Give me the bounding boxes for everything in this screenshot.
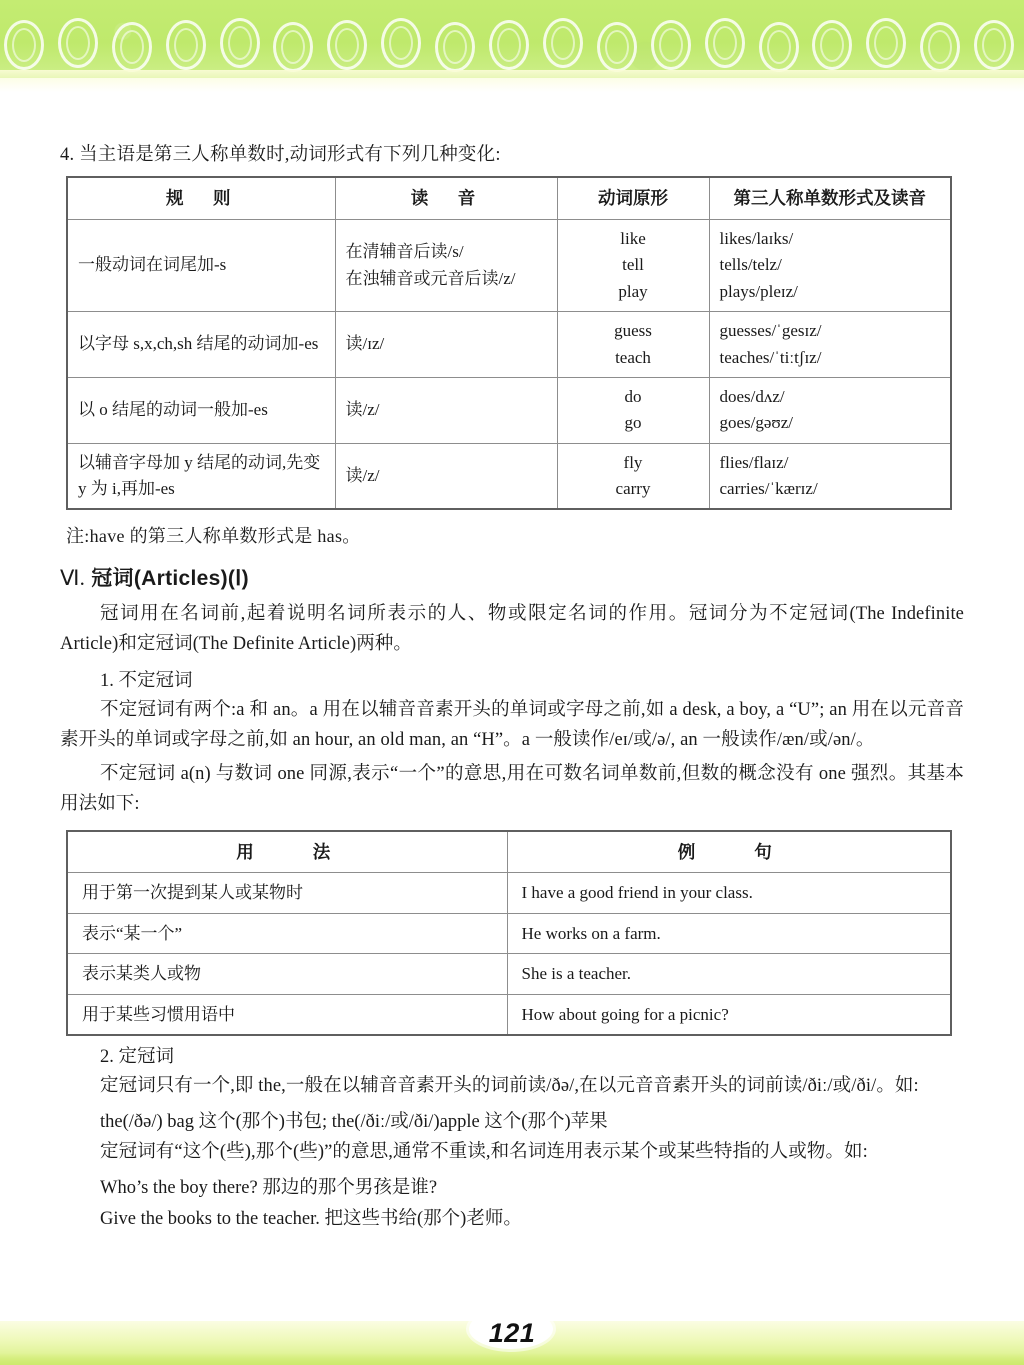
lead-line: 4. 当主语是第三人称单数时,动词形式有下列几种变化: bbox=[60, 145, 501, 165]
cell-example-sentence: He works on a farm. bbox=[507, 913, 951, 954]
ring-icon bbox=[705, 18, 745, 68]
cell-sound bbox=[335, 220, 557, 312]
cell-sound-line: 读/z/ bbox=[345, 465, 380, 485]
cell-sound-line: 读/z/ bbox=[345, 400, 380, 420]
table-row bbox=[67, 954, 951, 995]
column-header-sound: 读 音 bbox=[335, 177, 557, 220]
subheading-indefinite-article: 1. 不定冠词 bbox=[100, 671, 193, 692]
cell-base-form-line: do bbox=[624, 386, 642, 406]
cell-sound-line: 在清辅音后读/s/ bbox=[345, 242, 464, 262]
cell-third-person-line: flies/flaɪz/ bbox=[719, 452, 789, 472]
paragraph-definite-article: 定冠词只有一个,即 the,一般在以辅音音素开头的词前读/ðə/,在以元音音素开头的词前读/ðiː/或/ði/。如: bbox=[100, 1076, 919, 1097]
cell-example-sentence: I have a good friend in your class. bbox=[507, 873, 951, 914]
ring-icon bbox=[220, 18, 260, 68]
ring-icon bbox=[327, 20, 367, 70]
paragraph-intro: 冠词用在名词前,起着说明名词所表示的人、物或限定名词的作用。冠词分为不定冠词(The Indefinite Article)和定冠词(The Definite Article)两种。 bbox=[60, 604, 964, 655]
table-row bbox=[67, 873, 951, 914]
ring-icon bbox=[974, 20, 1014, 70]
ring-icon bbox=[597, 22, 637, 72]
ring-icon bbox=[58, 18, 98, 68]
column-header-third-person: 第三人称单数形式及读音 bbox=[709, 177, 951, 220]
cell-rule: 一般动词在词尾加-s bbox=[67, 220, 335, 312]
cell-sound bbox=[335, 377, 557, 443]
cell-third-person-line: likes/laɪks/ bbox=[719, 229, 794, 249]
cell-base-form-line: carry bbox=[615, 478, 651, 498]
example-the-bag-apple: the(/ðə/) bag 这个(那个)书包; the(/ðiː/或/ði/)apple 这个(那个)苹果 bbox=[100, 1112, 608, 1133]
cell-third-person-line: carries/ˈkærɪz/ bbox=[719, 478, 818, 498]
cell-base-form bbox=[557, 377, 709, 443]
table-header-row bbox=[67, 177, 951, 220]
column-header-sentence: 例 句 bbox=[507, 831, 951, 873]
cell-base-form-line: guess bbox=[614, 321, 652, 341]
cell-third-person-line: guesses/ˈgesɪz/ bbox=[719, 321, 822, 341]
cell-base-form-line: play bbox=[618, 281, 648, 301]
cell-usage: 用于某些习惯用语中 bbox=[67, 994, 507, 1035]
cell-third-person-line: teaches/ˈtiːtʃɪz/ bbox=[719, 347, 822, 367]
cell-base-form bbox=[557, 220, 709, 312]
ring-icon bbox=[489, 20, 529, 70]
example-give-the-books: Give the books to the teacher. 把这些书给(那个)老师。 bbox=[100, 1209, 522, 1230]
ring-icon bbox=[920, 22, 960, 72]
cell-sound bbox=[335, 443, 557, 509]
ring-icon bbox=[866, 18, 906, 68]
paragraph-indefinite-article: 不定冠词有两个:a 和 an。a 用在以辅音音素开头的单词或字母之前,如 a desk, a boy, a “U”; an 用在以元音音素开头的单词或字母之前,如 an hour, an old man, an “H”。a 一般读作/eɪ/或/ə/, an 一般读作/æn/或/ən/。 bbox=[60, 700, 964, 751]
ring-pattern bbox=[0, 16, 1024, 72]
table-row bbox=[67, 913, 951, 954]
table-row bbox=[67, 443, 951, 509]
cell-usage: 表示某类人或物 bbox=[67, 954, 507, 995]
cell-rule: 以字母 s,x,ch,sh 结尾的动词加-es bbox=[67, 312, 335, 378]
subheading-definite-article: 2. 定冠词 bbox=[100, 1047, 175, 1068]
ring-icon bbox=[4, 20, 44, 70]
ring-icon bbox=[759, 22, 799, 72]
ring-icon bbox=[112, 22, 152, 72]
table-row bbox=[67, 994, 951, 1035]
cell-third-person-line: does/dʌz/ bbox=[719, 386, 785, 406]
cell-base-form-line: go bbox=[624, 413, 642, 433]
cell-rule: 以 o 结尾的动词一般加-es bbox=[67, 377, 335, 443]
cell-third-person bbox=[709, 312, 951, 378]
paragraph-definite-meaning: 定冠词有“这个(些),那个(些)”的意思,通常不重读,和名词连用表示某个或某些特指的人或物。如: bbox=[100, 1142, 868, 1163]
column-header-base-form: 动词原形 bbox=[557, 177, 709, 220]
cell-third-person-line: tells/telz/ bbox=[719, 255, 782, 275]
usage-header-row bbox=[67, 831, 951, 873]
cell-sound-line: 在浊辅音或元音后读/z/ bbox=[345, 268, 516, 288]
example-whos-the-boy: Who’s the boy there? 那边的那个男孩是谁? bbox=[100, 1178, 438, 1199]
bottom-band-sheen bbox=[0, 1353, 1024, 1365]
page-content bbox=[60, 140, 964, 1235]
cell-sound bbox=[335, 312, 557, 378]
table-row bbox=[67, 220, 951, 312]
cell-usage: 表示“某一个” bbox=[67, 913, 507, 954]
ring-icon bbox=[273, 22, 313, 72]
page-number-container bbox=[0, 1316, 1024, 1351]
cell-usage: 用于第一次提到某人或某物时 bbox=[67, 873, 507, 914]
table-note: 注:have 的第三人称单数形式是 has。 bbox=[66, 526, 361, 547]
cell-third-person-line: goes/gəʊz/ bbox=[719, 413, 794, 433]
cell-base-form bbox=[557, 443, 709, 509]
section-title: 冠词(Articles)(Ⅰ) bbox=[91, 567, 249, 591]
cell-example-sentence: How about going for a picnic? bbox=[507, 994, 951, 1035]
ring-icon bbox=[435, 22, 475, 72]
table-row bbox=[67, 312, 951, 378]
cell-example-sentence: She is a teacher. bbox=[507, 954, 951, 995]
cell-third-person bbox=[709, 377, 951, 443]
cell-sound-line: 读/ɪz/ bbox=[345, 334, 385, 354]
cell-base-form-line: fly bbox=[623, 452, 643, 472]
page-number: 121 bbox=[475, 1316, 550, 1351]
cell-base-form-line: tell bbox=[622, 255, 644, 275]
section-roman-numeral: Ⅵ. bbox=[60, 566, 86, 591]
usage-examples-table bbox=[66, 830, 952, 1036]
ring-icon bbox=[381, 18, 421, 68]
decorative-top-band bbox=[0, 0, 1024, 78]
ring-icon bbox=[812, 20, 852, 70]
cell-base-form-line: like bbox=[620, 229, 646, 249]
ring-icon bbox=[166, 20, 206, 70]
paragraph-a-n-one: 不定冠词 a(n) 与数词 one 同源,表示“一个”的意思,用在可数名词单数前,但数的概念没有 one 强烈。其基本用法如下: bbox=[60, 764, 964, 815]
cell-third-person bbox=[709, 443, 951, 509]
cell-third-person bbox=[709, 220, 951, 312]
column-header-usage: 用 法 bbox=[67, 831, 507, 873]
ring-icon bbox=[651, 20, 691, 70]
cell-base-form-line: teach bbox=[615, 347, 651, 367]
band-fade bbox=[0, 70, 1024, 92]
section-heading bbox=[60, 562, 964, 592]
ring-icon bbox=[543, 18, 583, 68]
cell-rule: 以辅音字母加 y 结尾的动词,先变 y 为 i,再加-es bbox=[67, 443, 335, 509]
column-header-rule: 规 则 bbox=[67, 177, 335, 220]
cell-third-person-line: plays/pleɪz/ bbox=[719, 281, 798, 301]
verb-forms-table bbox=[66, 176, 952, 510]
cell-base-form bbox=[557, 312, 709, 378]
table-row bbox=[67, 377, 951, 443]
